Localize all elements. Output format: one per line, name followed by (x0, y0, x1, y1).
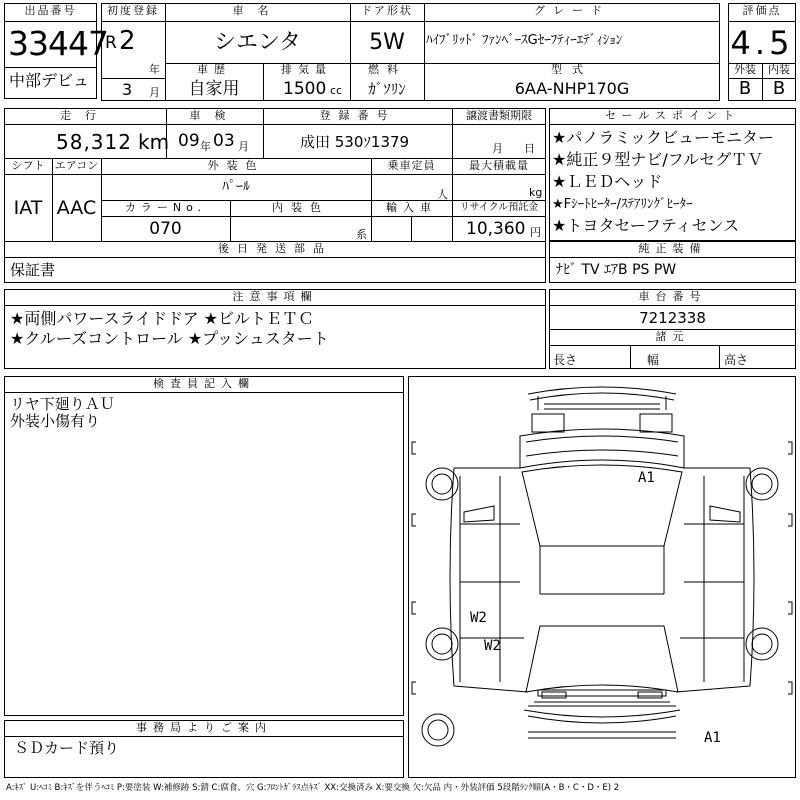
chassis-number: 7212338 (639, 309, 706, 327)
damage-mark: W2 (484, 638, 501, 654)
grade: ﾊｲﾌﾞﾘｯﾄﾞ ﾌｧﾝﾍﾞｰｽGｾｰﾌﾃｨｰｴﾃﾞｨｼｮﾝ (426, 33, 623, 48)
ext-color: ﾊﾟｰﾙ (222, 179, 250, 195)
model: 6AA-NHP170G (514, 79, 630, 98)
reg-month: 3 (122, 80, 133, 99)
insp-month-unit: 月 (238, 140, 249, 153)
shift: IAT (13, 197, 43, 219)
notes-line: ★クルーズコントロール ★プッシュスタート (10, 329, 329, 348)
car-body-diagram (408, 376, 796, 778)
sales-points-label: セールスポイント (604, 109, 740, 122)
model-label: 型式 (551, 63, 593, 76)
displacement: 1500 (283, 79, 327, 99)
chassis-label: 車台番号 (638, 290, 707, 303)
debut-label: 中部デビュ (9, 71, 90, 90)
lot-number: 33447 (8, 24, 108, 63)
mileage-unit: km (138, 130, 170, 154)
car-name: シエンタ (213, 30, 302, 55)
capacity-unit: 人 (437, 188, 448, 201)
width-label: 幅 (647, 353, 660, 367)
inspection-year: 09 (178, 131, 200, 151)
plate-label: 登録番号 (319, 109, 396, 122)
inspector-line: リヤ下廻りＡＵ (10, 395, 115, 413)
mileage-label: 走行 (60, 109, 110, 122)
fuel: ｶﾞｿﾘﾝ (368, 80, 406, 98)
first-reg-label: 初度登録 (107, 4, 159, 17)
lot-label: 出品番号 (24, 4, 77, 17)
insp-year-unit: 年 (200, 140, 211, 153)
car-name-label: 車名 (232, 4, 283, 17)
transfer-month-unit: 月 (492, 142, 503, 155)
equipment: ﾅﾋﾞ TV ｴｱB PS PW (556, 262, 677, 278)
displacement-unit: cc (330, 84, 343, 97)
interior-label: 内装 (768, 63, 790, 76)
length-label: 長さ (553, 353, 578, 367)
displacement-label: 排気量 (281, 63, 332, 76)
score-label: 評価点 (742, 4, 782, 17)
exterior-grade: B (738, 78, 752, 99)
door-label: ドア形状 (361, 4, 413, 17)
inspector-label: 検査員記入欄 (153, 377, 255, 390)
interior-grade: B (772, 78, 786, 99)
grade-label: グレード (534, 4, 610, 17)
shift-label: シフト (11, 159, 45, 172)
plate-number: 成田 530ｿ1379 (300, 133, 410, 151)
import-label: 輸入車 (386, 201, 437, 214)
mileage: 58,312 (56, 130, 132, 154)
score: 4.5 (730, 24, 794, 62)
office-text: ＳＤカード預り (14, 739, 120, 757)
sales-point-item: ★Fｼｰﾄﾋｰﾀｰ/ｽﾃｱﾘﾝｸﾞﾋｰﾀｰ (552, 197, 693, 212)
office-label: 事務局よりご案内 (136, 721, 272, 734)
air-conditioner: AAC (56, 197, 97, 219)
reg-year: 2 (119, 26, 136, 56)
load-label: 最大積載量 (469, 159, 529, 172)
ext-color-label: 外装色 (207, 159, 265, 172)
color-number: 070 (149, 219, 182, 239)
recycle-label: リサイクル預託金 (459, 202, 539, 213)
int-color-label: 内装色 (272, 201, 329, 214)
history: 自家用 (188, 79, 240, 99)
ac-label: エアコン (54, 159, 99, 172)
sales-point-item: ★パノラミックビューモニター (552, 128, 775, 147)
era: R (105, 33, 117, 53)
notes-label: 注意事項欄 (232, 290, 318, 303)
sales-point-item: ★トヨタセーフティセンス (552, 216, 740, 235)
exterior-label: 外装 (734, 63, 756, 76)
accessories: 保証書 (10, 261, 56, 279)
sales-point-item: ★純正９型ナビ/フルセグＴＶ (552, 150, 764, 169)
color-no-label: カラーNo. (124, 201, 207, 214)
sales-point-item: ★ＬＥＤヘッド (552, 172, 663, 191)
transfer-day-unit: 日 (524, 142, 535, 155)
damage-mark: W2 (470, 610, 487, 626)
load-unit: kg (529, 186, 543, 199)
recycle-unit: 円 (530, 226, 541, 239)
int-color-unit: 系 (356, 228, 367, 241)
damage-mark: A1 (704, 730, 721, 746)
inspection-month: 03 (213, 131, 235, 151)
door-type: 5W (369, 30, 405, 55)
inspection-label: 車検 (189, 109, 240, 122)
inspector-line: 外装小傷有り (10, 412, 101, 430)
recycle-fee: 10,360 (466, 219, 526, 239)
fuel-label: 燃料 (368, 63, 406, 76)
notes-line: ★両側パワースライドドア ★ビルトＥＴＣ (10, 309, 315, 328)
month-unit: 月 (149, 86, 160, 99)
year-unit: 年 (149, 63, 160, 76)
height-label: 高さ (724, 353, 749, 367)
legend-line: A:ｷｽﾞ U:ﾍｺﾐ B:ｷｽﾞを伴うﾍｺﾐ P:要塗装 W:補修跡 S:錆 C:腐食、穴 G:ﾌﾛﾝﾄｶﾞﾗｽ点ｷｽﾞ XX:交換済み X:要交換 欠:欠品 内・外装評価 5段階ﾗﾝｸ順(A・B・C・D・E) 2 (6, 783, 620, 793)
transfer-label: 譲渡書類期限 (466, 109, 532, 122)
accessories-label: 後日発送部品 (218, 242, 332, 255)
equipment-label: 純正装備 (638, 242, 707, 255)
damage-mark: A1 (638, 470, 655, 486)
history-label: 車歴 (197, 63, 231, 76)
dims-label: 諸元 (655, 330, 690, 343)
capacity-label: 乗車定員 (387, 159, 436, 172)
